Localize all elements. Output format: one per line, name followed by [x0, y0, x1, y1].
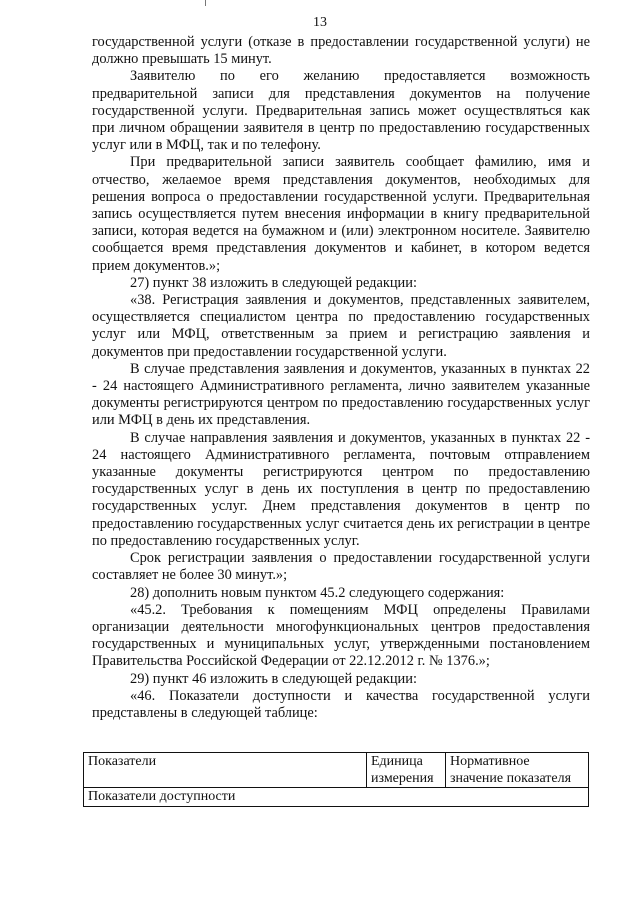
paragraph-9: 28) дополнить новым пунктом 45.2 следующего содержания:	[130, 584, 505, 601]
paragraph-6: В случае представления заявления и документов, указанных в пунктах 22 - 24 настоящего Административного регламента, лично заявителем указанные документы регистрируются центром по предоставлению государственных услуг или МФЦ в день их представления.	[92, 360, 590, 429]
section-row-accessibility: Показатели доступности	[84, 788, 589, 807]
table-header-row	[84, 753, 589, 788]
paragraph-8: Срок регистрации заявления о предоставлении государственной услуги составляет не более 30 минут.»;	[92, 550, 590, 584]
header-normative-value: Нормативное значение показателя	[446, 753, 589, 788]
header-unit: Единица измерения	[367, 753, 446, 788]
paragraph-7: В случае направления заявления и документов, указанных в пунктах 22 - 24 настоящего Административного регламента, почтовым отправлением указанные документы регистрируются центром по предоставлению государственных услуг в день их поступления в центр по предоставлению государственных услуг. Днем представления документов в центр по предоставлению государственных услуг считается день их регистрации в центре по предоставлению государственных услуг.	[92, 429, 590, 549]
paragraph-10: «45.2. Требования к помещениям МФЦ определены Правилами организации деятельности многофункциональных центров предоставления государственных и муниципальных услуг, утвержденными постановлением Правительства Российской Федерации от 22.12.2012 г. № 1376.»;	[92, 601, 590, 670]
paragraph-5: «38. Регистрация заявления и документов, представленных заявителем, осуществляется специалистом центра по предоставлению государственных услуг или МФЦ, ответственным за прием и регистрацию заявления и документов при предоставлении государственной услуги.	[92, 292, 590, 360]
paragraph-3: При предварительной записи заявитель сообщает фамилию, имя и отчество, желаемое время представления документов, необходимых для решения вопроса о предоставлении государственной услуги. Предварительная запись осуществляется путем внесения информации в книгу предварительной записи, которая ведется на бумажном и (или) электронном носителе. Заявителю сообщается время представления документов и кабинет, в котором ведется прием документов.»;	[92, 154, 590, 274]
paragraph-1: государственной услуги (отказе в предоставлении государственной услуги) не должно превышать 15 минут.	[92, 34, 590, 68]
table-row	[84, 788, 589, 807]
page-number: 13	[313, 15, 327, 30]
paragraph-2: Заявителю по его желанию предоставляется возможность предварительной записи для представления документов на получение государственной услуги. Предварительная запись может осуществляться как при личном обращении заявителя в центр по предоставлению государственных услуг или в МФЦ, так и по телефону.	[92, 68, 590, 154]
document-body	[92, 34, 590, 722]
paragraph-11: 29) пункт 46 изложить в следующей редакции:	[130, 670, 417, 687]
paragraph-4: 27) пункт 38 изложить в следующей редакции:	[130, 274, 417, 291]
scan-mark	[205, 0, 206, 6]
header-indicators: Показатели	[84, 753, 367, 788]
paragraph-12: «46. Показатели доступности и качества государственной услуги представлены в следующей таблице:	[92, 687, 590, 721]
indicators-table	[83, 752, 589, 807]
